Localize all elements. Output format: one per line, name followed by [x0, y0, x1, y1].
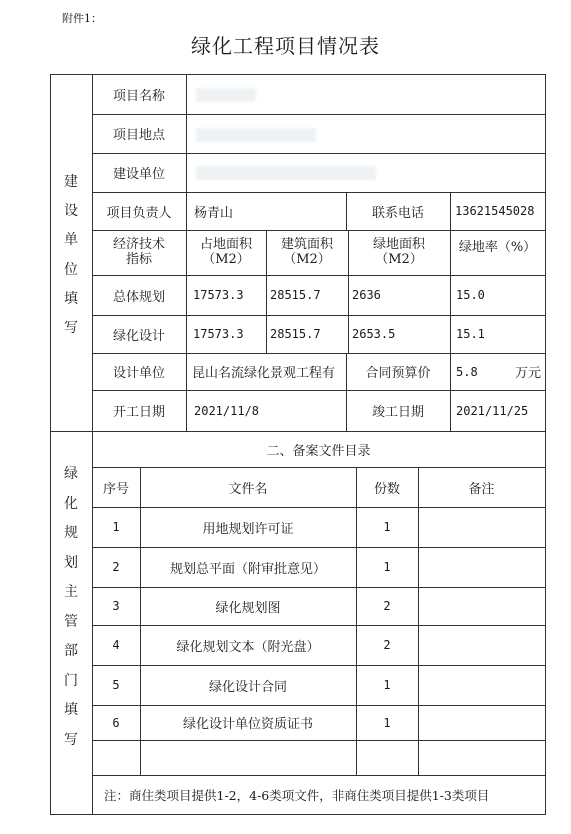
budget-value: 5.8 [456, 364, 478, 379]
land-area-header: 占地面积 （M2） [199, 236, 252, 267]
section-label-construction: 建 设 单 位 填 写 [64, 174, 78, 336]
design-land-area: 17573.3 [193, 327, 244, 341]
page-title: 绿化工程项目情况表 [191, 34, 380, 58]
row-file-name: 绿化设计合同 [208, 679, 287, 695]
project-name-label: 项目名称 [112, 88, 165, 104]
row-no: 4 [112, 638, 120, 652]
green-area-header: 绿地面积 （M2） [372, 236, 425, 267]
filing-heading: 二、备案文件目录 [266, 443, 371, 459]
row-count: 1 [383, 715, 391, 730]
leader-label: 项目负责人 [106, 205, 172, 221]
filing-note: 注：商住类项目提供1-2，4-6类项文件，非商住类项目提供1-3类项目 [104, 787, 490, 803]
row-no: 6 [112, 715, 120, 730]
row-count: 1 [383, 520, 391, 534]
row-no: 1 [112, 520, 120, 534]
phone-value: 13621545028 [455, 204, 535, 218]
row-count: 2 [383, 638, 391, 652]
attachment-label: 附件1： [62, 12, 102, 25]
row-no: 5 [112, 678, 120, 692]
budget-label: 合同预算价 [365, 366, 431, 381]
end-date-value: 2021/11/25 [456, 403, 529, 418]
green-design-label: 绿化设计 [112, 328, 165, 344]
design-building-area: 28515.7 [270, 327, 321, 341]
design-green-rate: 15.1 [456, 327, 485, 341]
row-file-name: 绿化规划图 [215, 600, 281, 616]
col-header-note: 备注 [468, 481, 495, 497]
overall-green-rate: 15.0 [456, 288, 485, 302]
redacted-project-name [196, 88, 256, 102]
leader-value: 杨青山 [194, 205, 234, 221]
redacted-construction-unit [196, 166, 376, 180]
green-rate-header: 绿地率（%） [458, 240, 537, 255]
col-header-count: 份数 [373, 481, 400, 497]
overall-building-area: 28515.7 [270, 288, 321, 302]
redacted-project-location [196, 128, 316, 142]
row-file-name: 绿化规划文本（附光盘） [176, 639, 320, 655]
design-green-area: 2653.5 [352, 327, 396, 341]
row-no: 3 [112, 599, 120, 613]
building-area-header: 建筑面积 （M2） [280, 236, 333, 267]
budget-unit: 万元 [515, 366, 542, 381]
row-file-name: 规划总平面（附审批意见） [169, 561, 326, 577]
start-date-value: 2021/11/8 [194, 403, 260, 418]
design-unit-label: 设计单位 [112, 366, 165, 381]
end-date-label: 竣工日期 [371, 405, 424, 420]
construction-unit-label: 建设单位 [112, 167, 165, 182]
section-label-greening-dept: 绿 化 规 划 主 管 部 门 填 写 [64, 466, 78, 748]
row-count: 1 [383, 560, 391, 574]
overall-land-area: 17573.3 [193, 288, 244, 302]
row-count: 2 [383, 599, 391, 613]
row-count: 1 [383, 678, 391, 692]
overall-plan-label: 总体规划 [112, 289, 165, 305]
overall-green-area: 2636 [352, 288, 381, 302]
design-unit-value: 昆山名流绿化景观工程有 [192, 366, 336, 381]
row-file-name: 绿化设计单位资质证书 [182, 717, 313, 732]
col-header-name: 文件名 [228, 481, 268, 497]
col-header-no: 序号 [102, 481, 129, 497]
row-no: 2 [112, 560, 120, 574]
start-date-label: 开工日期 [112, 405, 165, 420]
project-location-label: 项目地点 [112, 128, 165, 143]
indicator-header: 经济技术 指标 [112, 236, 165, 267]
phone-label: 联系电话 [371, 205, 424, 221]
row-file-name: 用地规划许可证 [202, 521, 294, 537]
